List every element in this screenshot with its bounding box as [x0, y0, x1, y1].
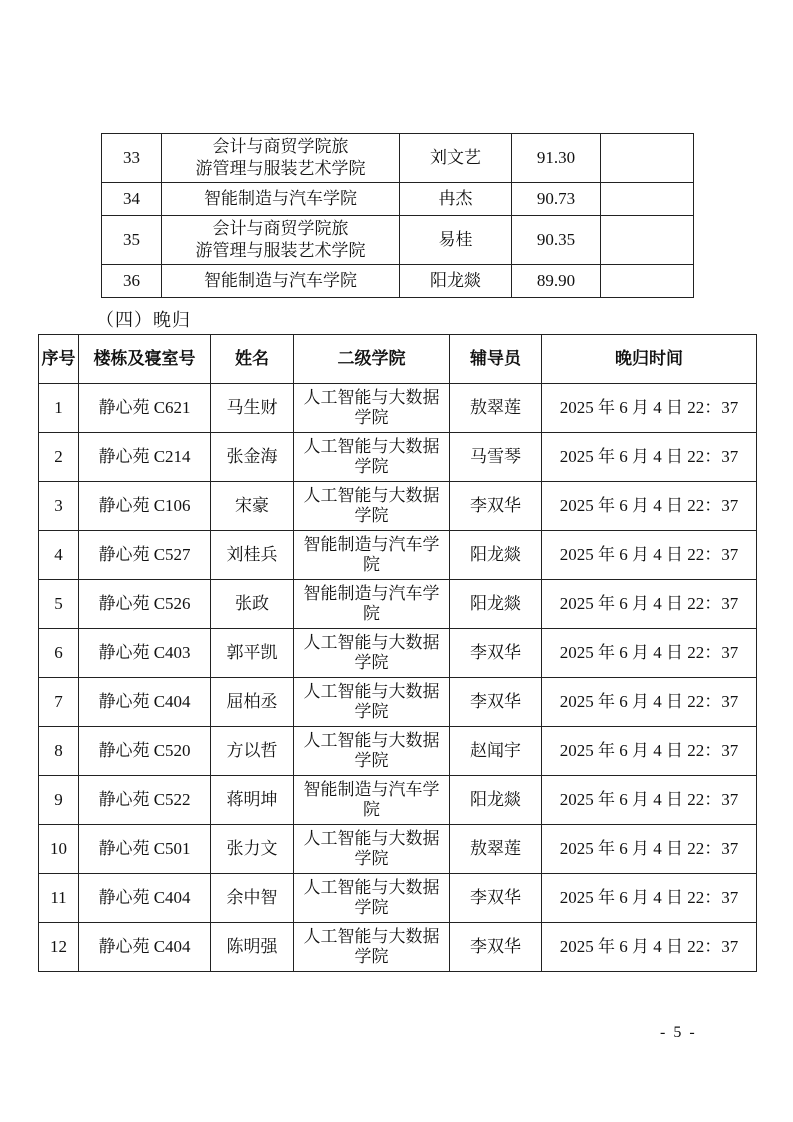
- score-cell-note: [601, 134, 694, 183]
- late-cell-no: 5: [39, 580, 79, 629]
- late-cell-name: 宋豪: [211, 482, 294, 531]
- score-cell-score: 90.73: [512, 183, 601, 216]
- score-table-body: [102, 134, 694, 298]
- table-row: [39, 776, 757, 825]
- table-row: [39, 482, 757, 531]
- late-cell-dorm: 静心苑 C106: [79, 482, 211, 531]
- late-cell-name: 张政: [211, 580, 294, 629]
- late-cell-no: 8: [39, 727, 79, 776]
- late-cell-college: 人工智能与大数据学院: [294, 923, 450, 972]
- score-cell-college: 会计与商贸学院旅 游管理与服装艺术学院: [162, 216, 400, 265]
- table-row: [102, 265, 694, 298]
- late-cell-college: 人工智能与大数据学院: [294, 384, 450, 433]
- late-cell-name: 陈明强: [211, 923, 294, 972]
- late-cell-counselor: 敖翠莲: [450, 825, 542, 874]
- late-cell-dorm: 静心苑 C522: [79, 776, 211, 825]
- late-cell-name: 屈柏丞: [211, 678, 294, 727]
- late-cell-time: 2025 年 6 月 4 日 22：37: [542, 482, 757, 531]
- late-cell-name: 张金海: [211, 433, 294, 482]
- score-cell-name: 易桂: [400, 216, 512, 265]
- late-cell-time: 2025 年 6 月 4 日 22：37: [542, 727, 757, 776]
- score-cell-note: [601, 265, 694, 298]
- late-cell-dorm: 静心苑 C404: [79, 923, 211, 972]
- late-cell-college: 人工智能与大数据学院: [294, 825, 450, 874]
- late-cell-counselor: 李双华: [450, 678, 542, 727]
- late-cell-time: 2025 年 6 月 4 日 22：37: [542, 678, 757, 727]
- table-row: [39, 629, 757, 678]
- score-cell-no: 36: [102, 265, 162, 298]
- late-table-body: [39, 384, 757, 972]
- table-row: [39, 874, 757, 923]
- late-cell-time: 2025 年 6 月 4 日 22：37: [542, 825, 757, 874]
- late-cell-dorm: 静心苑 C403: [79, 629, 211, 678]
- late-cell-college: 人工智能与大数据学院: [294, 629, 450, 678]
- score-cell-name: 冉杰: [400, 183, 512, 216]
- late-cell-no: 12: [39, 923, 79, 972]
- table-row: [39, 531, 757, 580]
- late-cell-dorm: 静心苑 C621: [79, 384, 211, 433]
- late-cell-time: 2025 年 6 月 4 日 22：37: [542, 433, 757, 482]
- late-cell-name: 余中智: [211, 874, 294, 923]
- late-cell-name: 方以哲: [211, 727, 294, 776]
- late-cell-no: 2: [39, 433, 79, 482]
- section-title: （四）晚归: [96, 310, 191, 330]
- score-cell-college: 会计与商贸学院旅 游管理与服装艺术学院: [162, 134, 400, 183]
- late-cell-name: 张力文: [211, 825, 294, 874]
- late-cell-time: 2025 年 6 月 4 日 22：37: [542, 923, 757, 972]
- late-cell-time: 2025 年 6 月 4 日 22：37: [542, 531, 757, 580]
- late-cell-dorm: 静心苑 C501: [79, 825, 211, 874]
- late-cell-no: 7: [39, 678, 79, 727]
- page-number: - 5 -: [660, 1024, 697, 1041]
- score-cell-college: 智能制造与汽车学院: [162, 183, 400, 216]
- late-cell-name: 蒋明坤: [211, 776, 294, 825]
- late-cell-no: 10: [39, 825, 79, 874]
- late-cell-no: 9: [39, 776, 79, 825]
- table-row: [102, 183, 694, 216]
- table-row: [39, 825, 757, 874]
- score-cell-name: 刘文艺: [400, 134, 512, 183]
- late-cell-counselor: 阳龙燚: [450, 776, 542, 825]
- late-cell-college: 智能制造与汽车学院: [294, 776, 450, 825]
- late-cell-name: 郭平凯: [211, 629, 294, 678]
- table-row: [39, 923, 757, 972]
- score-table-continued: [101, 133, 694, 298]
- table-row: [102, 216, 694, 265]
- late-cell-time: 2025 年 6 月 4 日 22：37: [542, 776, 757, 825]
- table-row: [39, 580, 757, 629]
- header-no: 序号: [39, 335, 79, 384]
- late-cell-time: 2025 年 6 月 4 日 22：37: [542, 580, 757, 629]
- table-row: [39, 433, 757, 482]
- late-cell-name: 马生财: [211, 384, 294, 433]
- table-row: [102, 134, 694, 183]
- late-cell-counselor: 赵闻宇: [450, 727, 542, 776]
- late-cell-counselor: 敖翠莲: [450, 384, 542, 433]
- late-return-table: [38, 334, 757, 972]
- late-cell-dorm: 静心苑 C404: [79, 678, 211, 727]
- late-cell-counselor: 阳龙燚: [450, 531, 542, 580]
- late-cell-time: 2025 年 6 月 4 日 22：37: [542, 384, 757, 433]
- table-header-row: [39, 335, 757, 384]
- score-cell-note: [601, 216, 694, 265]
- late-cell-dorm: 静心苑 C404: [79, 874, 211, 923]
- late-cell-college: 人工智能与大数据学院: [294, 727, 450, 776]
- late-cell-college: 智能制造与汽车学院: [294, 580, 450, 629]
- late-cell-time: 2025 年 6 月 4 日 22：37: [542, 874, 757, 923]
- late-cell-counselor: 李双华: [450, 923, 542, 972]
- score-cell-no: 34: [102, 183, 162, 216]
- late-cell-no: 11: [39, 874, 79, 923]
- score-cell-score: 91.30: [512, 134, 601, 183]
- table-row: [39, 678, 757, 727]
- late-cell-dorm: 静心苑 C520: [79, 727, 211, 776]
- score-cell-score: 89.90: [512, 265, 601, 298]
- late-cell-counselor: 马雪琴: [450, 433, 542, 482]
- late-cell-dorm: 静心苑 C526: [79, 580, 211, 629]
- score-cell-college: 智能制造与汽车学院: [162, 265, 400, 298]
- late-cell-college: 人工智能与大数据学院: [294, 433, 450, 482]
- score-cell-note: [601, 183, 694, 216]
- late-cell-counselor: 李双华: [450, 629, 542, 678]
- late-cell-name: 刘桂兵: [211, 531, 294, 580]
- late-cell-dorm: 静心苑 C214: [79, 433, 211, 482]
- header-name: 姓名: [211, 335, 294, 384]
- header-time: 晚归时间: [542, 335, 757, 384]
- late-cell-time: 2025 年 6 月 4 日 22：37: [542, 629, 757, 678]
- score-cell-name: 阳龙燚: [400, 265, 512, 298]
- late-cell-college: 智能制造与汽车学院: [294, 531, 450, 580]
- late-cell-no: 1: [39, 384, 79, 433]
- header-college: 二级学院: [294, 335, 450, 384]
- late-cell-dorm: 静心苑 C527: [79, 531, 211, 580]
- score-cell-score: 90.35: [512, 216, 601, 265]
- late-cell-counselor: 李双华: [450, 874, 542, 923]
- late-cell-no: 6: [39, 629, 79, 678]
- late-cell-counselor: 阳龙燚: [450, 580, 542, 629]
- late-cell-no: 4: [39, 531, 79, 580]
- score-cell-no: 35: [102, 216, 162, 265]
- score-cell-no: 33: [102, 134, 162, 183]
- table-row: [39, 384, 757, 433]
- header-dorm: 楼栋及寝室号: [79, 335, 211, 384]
- table-row: [39, 727, 757, 776]
- late-cell-college: 人工智能与大数据学院: [294, 874, 450, 923]
- late-cell-no: 3: [39, 482, 79, 531]
- header-counselor: 辅导员: [450, 335, 542, 384]
- late-cell-college: 人工智能与大数据学院: [294, 678, 450, 727]
- late-cell-counselor: 李双华: [450, 482, 542, 531]
- late-cell-college: 人工智能与大数据学院: [294, 482, 450, 531]
